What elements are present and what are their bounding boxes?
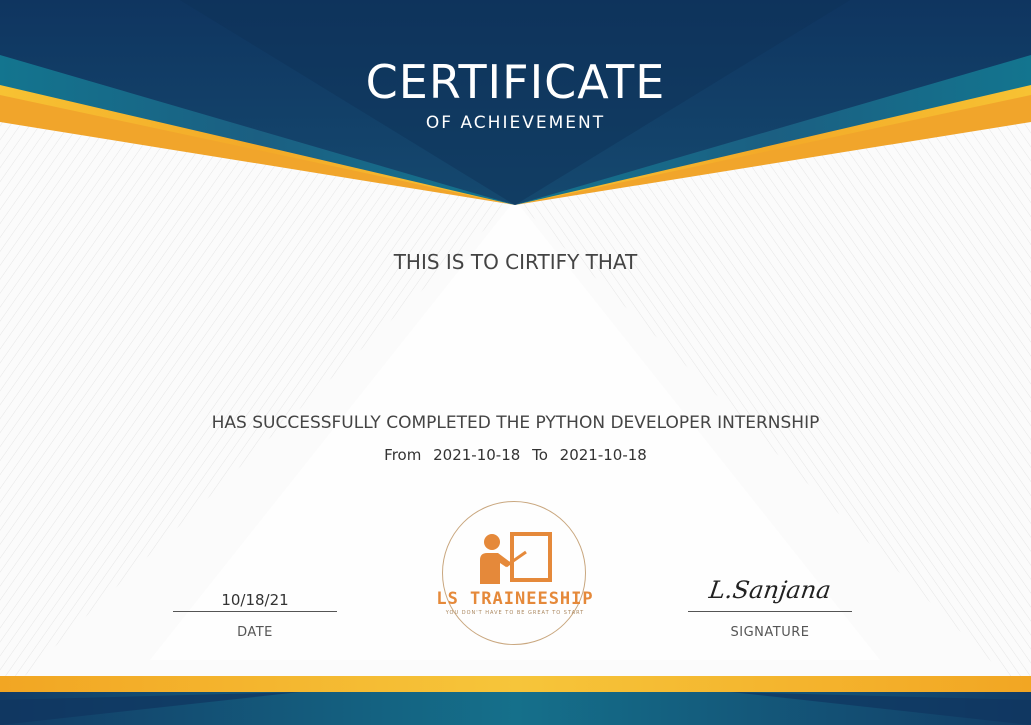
certificate-title: CERTIFICATE: [365, 55, 666, 109]
period-to-label: To: [532, 446, 548, 464]
period-from-label: From: [384, 446, 422, 464]
logo-tagline: YOU DON'T HAVE TO BE GREAT TO START: [445, 610, 585, 616]
certify-statement: THIS IS TO CIRTIFY THAT: [393, 250, 638, 274]
signature-label: SIGNATURE: [730, 625, 810, 640]
period-from-date: 2021-10-18: [433, 446, 521, 464]
signature-rule: [688, 611, 852, 612]
date-block: [173, 590, 337, 640]
signature-value: L.Sanjana: [707, 576, 833, 604]
logo-name: LS TRAINEESHIP: [436, 589, 594, 609]
period-to-date: 2021-10-18: [559, 446, 647, 464]
trainer-board-icon: [476, 528, 556, 588]
certificate-subtitle: OF ACHIEVEMENT: [425, 113, 606, 133]
date-label: DATE: [237, 625, 273, 640]
completion-statement: HAS SUCCESSFULLY COMPLETED THE PYTHON DEVELOPER INTERNSHIP: [211, 413, 820, 433]
signature-block: [688, 570, 852, 640]
date-rule: [173, 611, 337, 612]
date-value: 10/18/21: [221, 591, 289, 609]
internship-period: [0, 446, 1031, 464]
ls-traineeship-logo: [420, 500, 610, 650]
